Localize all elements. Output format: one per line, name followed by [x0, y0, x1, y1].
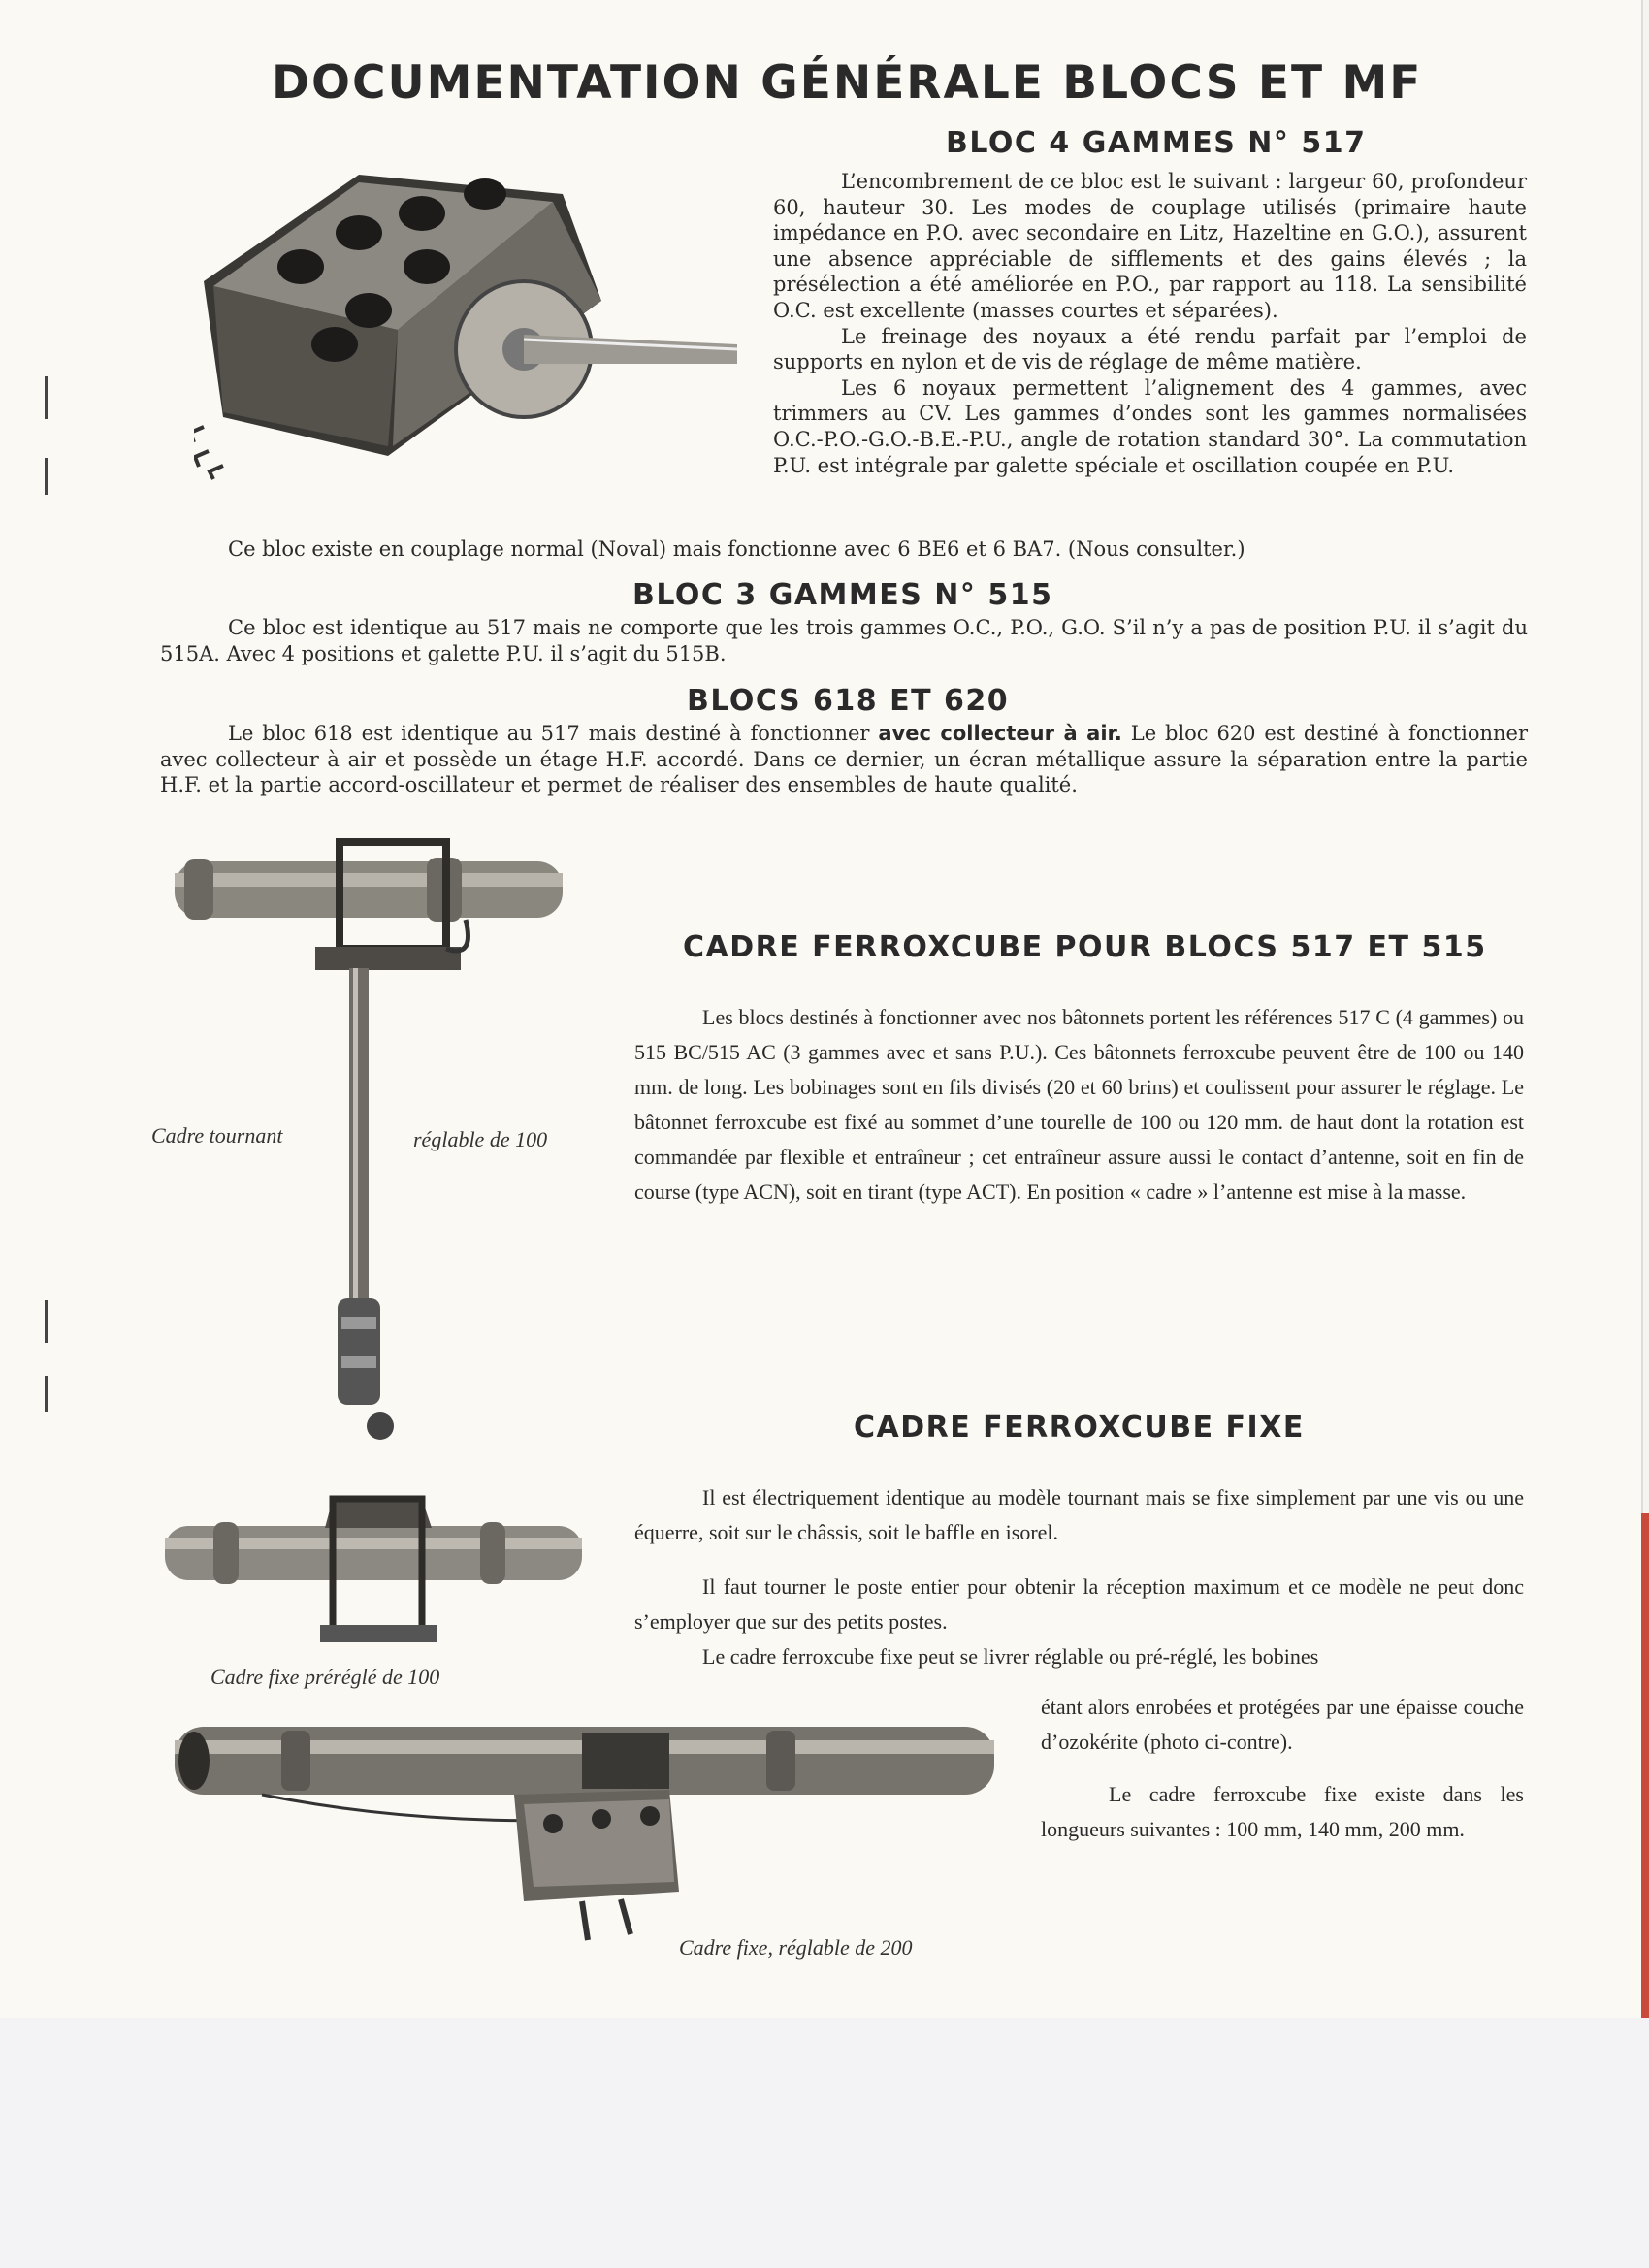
paragraph: Il est électriquement identique au modèle tournant mais se fixe simplement par une vis ou une équerre, soit sur le châssis, soit le baffle en isorel. [634, 1485, 1524, 1544]
paragraph: Le cadre ferroxcube fixe existe dans les longueurs suivantes : 100 mm, 140 mm, 200 mm. [1041, 1782, 1524, 1841]
binder-mark [45, 1300, 48, 1343]
cover-edge [1641, 1513, 1649, 2018]
paragraph: Ce bloc est identique au 517 mais ne comporte que les trois gammes O.C., P.O., G.O. S’il n’y a pas de position P.U. il s’agit du 515A. Avec 4 positions et galette P.U. il s’agit du 515B. [160, 616, 1528, 665]
cadre-fixe-200-photo [165, 1717, 999, 1950]
bloc-517-heading: BLOC 4 GAMMES N° 517 [946, 126, 1367, 160]
text-run: Le bloc 620 est destiné à fonctionner avec collecteur à air et possède un étage H.F. accordé. Dans ce dernier, un écran métallique assure la séparation entre la partie H.F. et la partie accord-oscillateur et permet de réaliser des ensembles de haute qualité. [160, 722, 1528, 797]
paragraph: Le cadre ferroxcube fixe peut se livrer réglable ou pré-réglé, les bobines [702, 1644, 1319, 1669]
cadre-fixe-text-cont [1041, 1690, 1524, 1847]
bloc-515-text [160, 615, 1528, 666]
binder-mark [45, 376, 48, 419]
cadre-tournant-caption: réglable de 100 [413, 1127, 548, 1151]
paragraph: L’encombrement de ce bloc est le suivant : largeur 60, profondeur 60, hauteur 30. Les modes de couplage utilisés (primaire haute impédance en P.O. avec secondaire en Litz, Hazeltine en G.O.), assurent une absence appréciable de sifflements et des gains élevés ; la présélection a été améliorée en P.O., par rapport au 118. La sensibilité O.C. est excellente (masses courtes et séparées). [773, 170, 1527, 322]
cadre-fixe-100-photo [160, 1489, 587, 1664]
paragraph: Le freinage des noyaux a été rendu parfait par l’emploi de supports en nylon et de vis de réglage de même matière. [773, 324, 1527, 374]
bloc-517-photo [194, 165, 747, 485]
page-title: DOCUMENTATION GÉNÉRALE BLOCS ET MF [272, 56, 1423, 110]
paragraph [160, 721, 1528, 798]
cadre-fixe-heading: CADRE FERROXCUBE FIXE [854, 1410, 1305, 1444]
text-run: Le bloc 618 est identique au 517 mais destiné à fonctionner [228, 722, 879, 745]
cadre-fixe-100-caption: Cadre fixe préréglé de 100 [210, 1665, 440, 1689]
blocs-618-620-text [160, 721, 1528, 798]
cadre-tournant-heading: CADRE FERROXCUBE POUR BLOCS 517 ET 515 [683, 930, 1487, 964]
bloc-517-note [160, 536, 1528, 563]
cadre-fixe-text [634, 1480, 1524, 1674]
cadre-tournant-caption: Cadre tournant [151, 1123, 283, 1148]
binder-mark [45, 1376, 48, 1412]
cadre-tournant-text [634, 1000, 1524, 1210]
cadre-fixe-200-caption: Cadre fixe, réglable de 200 [679, 1935, 913, 1960]
paragraph: Les blocs destinés à fonctionner avec nos bâtonnets portent les références 517 C (4 gammes) ou 515 BC/515 AC (3 gammes avec et sans P.U.). Ces bâtonnets ferroxcube peuvent être de 100 ou 140 mm. de long. Les bobinages sont en fils divisés (20 et 60 brins) et coulissent pour assurer le réglage. Le bâtonnet ferroxcube est fixé au sommet d’une tourelle de 100 ou 120 mm. de haut dont la rotation est commandée par flexible et entraîneur ; cet entraîneur assure aussi le contact d’antenne, soit en fin de course (type ACN), soit en tirant (type ACT). En position « cadre » l’antenne est mise à la masse. [634, 1005, 1524, 1204]
paragraph: Il faut tourner le poste entier pour obtenir la réception maximum et ce modèle ne peut donc s’employer que sur des petits postes. [634, 1574, 1524, 1634]
emphasis: avec collecteur à air. [878, 722, 1122, 745]
bloc-517-text [773, 169, 1527, 478]
binder-mark [45, 458, 48, 495]
paragraph: Ce bloc existe en couplage normal (Noval) mais fonctionne avec 6 BE6 et 6 BA7. (Nous consulter.) [228, 537, 1245, 561]
blocs-618-620-heading: BLOCS 618 ET 620 [687, 684, 1010, 718]
paragraph: étant alors enrobées et protégées par une épaisse couche d’ozokérite (photo ci-contre). [1041, 1695, 1524, 1754]
bloc-515-heading: BLOC 3 GAMMES N° 515 [632, 578, 1053, 612]
paragraph: Les 6 noyaux permettent l’alignement des 4 gammes, avec trimmers au CV. Les gammes d’ondes sont les gammes normalisées O.C.-P.O.-G.O.-B.E.-P.U., angle de rotation standard 30°. La commutation P.U. est intégrale par galette spéciale et oscillation coupée en P.U. [773, 375, 1527, 477]
scan-background [0, 2018, 1649, 2268]
